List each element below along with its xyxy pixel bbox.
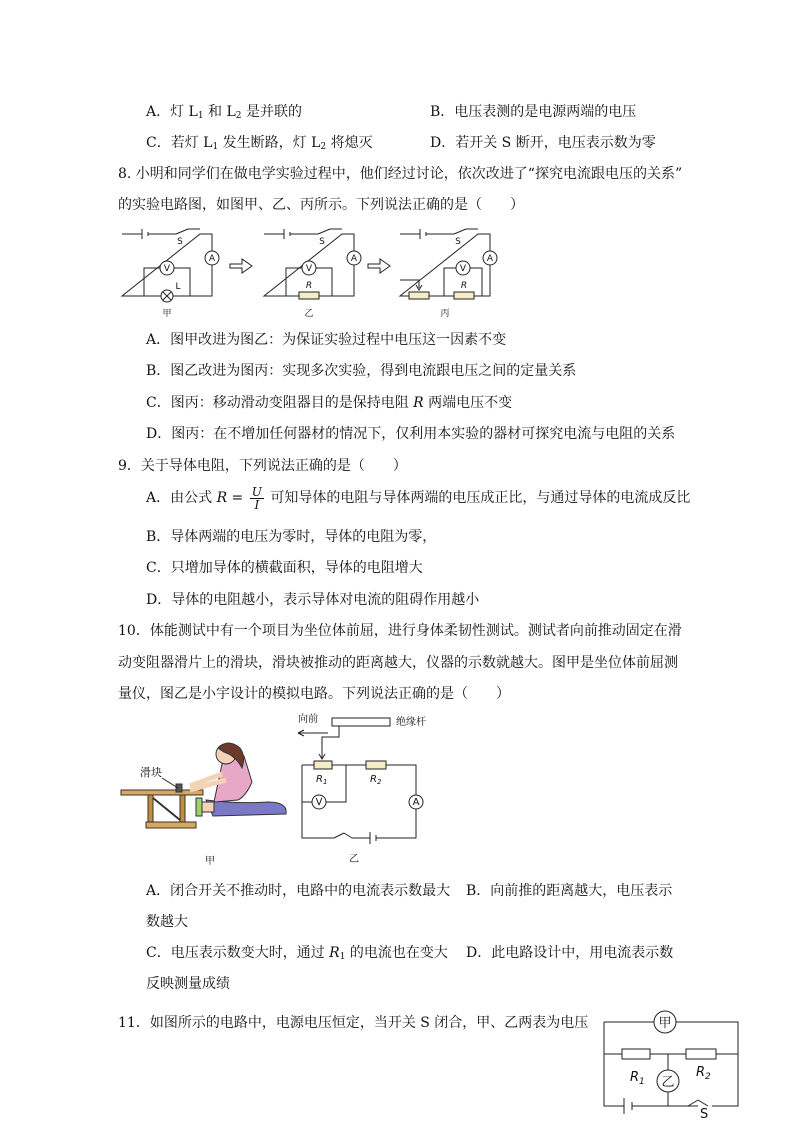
q8-jia-switch-label: S bbox=[177, 237, 183, 247]
q8-caption-bing: 丙 bbox=[440, 309, 450, 319]
q8-option-a: A．图甲改进为图乙：为保证实验过程中电压这一因素不变 bbox=[146, 332, 507, 348]
q7-option-b: B．电压表测的是电源两端的电压 bbox=[430, 104, 637, 120]
q10-voltmeter: V bbox=[315, 797, 323, 808]
q7-option-a: A．灯 $L_1$ 和 $L_2$ 是并联的 bbox=[146, 104, 302, 121]
q8-option-d: D．图丙：在不增加任何器材的情况下，仅利用本实验的器材可探究电流与电阻的关系 bbox=[146, 426, 676, 442]
q11-meter-jia: 甲 bbox=[658, 1016, 672, 1031]
q8-jia-voltmeter: V bbox=[163, 264, 171, 274]
q8-circuit-figure bbox=[118, 222, 508, 322]
q8-option-b: B．图乙改进为图丙：实现多次实验，得到电流跟电压之间的定量关系 bbox=[146, 363, 577, 379]
q8-option-c: C．图丙：移动滑动变阻器目的是保持电阻 R 两端电压不变 bbox=[146, 395, 513, 411]
q10-caption-yi: 乙 bbox=[349, 854, 359, 865]
q10-circuit-figure bbox=[294, 710, 434, 870]
q10-slider-label: 滑块 bbox=[140, 766, 162, 779]
q8-yi-ammeter: A bbox=[350, 254, 358, 264]
q10-forward-label: 向前 bbox=[298, 714, 318, 725]
q8-jia-ammeter: A bbox=[208, 254, 216, 264]
q8-bing-voltmeter: V bbox=[459, 264, 467, 274]
q10-option-c: C．电压表示数变大时，通过 $R_1$ 的电流也在变大 bbox=[146, 945, 448, 962]
q8-stem-line1: 8. 小明和同学们在做电学实验过程中，他们经过讨论，依次改进了“探究电流跟电压的关系” bbox=[118, 166, 683, 182]
q8-jia-lamp-label: L bbox=[175, 282, 181, 292]
q8-yi-resistor-label: R bbox=[305, 281, 313, 291]
q10-stem-line2: 动变阻器滑片上的滑块，滑块被推动的距离越大，仪器的示数就越大。图甲是坐位体前屈测 bbox=[118, 655, 678, 671]
q10-stem-line3: 量仪，图乙是小宇设计的模拟电路。下列说法正确的是（ ） bbox=[118, 686, 510, 702]
q10-ammeter: A bbox=[412, 797, 420, 808]
q7-option-c: C．若灯 $L_1$ 发生断路，灯 $L_2$ 将熄灭 bbox=[146, 135, 373, 152]
q9-option-c: C．只增加导体的横截面积，导体的电阻增大 bbox=[146, 560, 423, 576]
q8-bing-switch-label: S bbox=[455, 237, 461, 247]
q8-yi-voltmeter: V bbox=[305, 264, 313, 274]
q10-r1-label: $R_1$ bbox=[316, 774, 328, 786]
q10-stem-line1: 10．体能测试中有一个项目为坐位体前屈，进行身体柔韧性测试。测试者向前推动固定在滑 bbox=[118, 623, 682, 639]
q11-r1-label: $R_1$ bbox=[630, 1070, 645, 1087]
q10-sit-reach-illustration bbox=[118, 738, 298, 868]
q11-switch-label: S bbox=[700, 1107, 709, 1118]
q9-formula-fraction: $\frac{U}{I}$ bbox=[251, 484, 262, 512]
q8-caption-jia: 甲 bbox=[162, 309, 172, 319]
q10-option-a: A．闭合开关不推动时，电路中的电流表示数最大 bbox=[146, 883, 451, 899]
q11-circuit-figure bbox=[600, 1008, 745, 1118]
q9-option-d: D．导体的电阻越小，表示导体对电流的阻碍作用越小 bbox=[146, 592, 480, 608]
q10-rod-label: 绝缘杆 bbox=[396, 717, 426, 728]
q9-option-b: B．导体两端的电压为零时，导体的电阻为零， bbox=[146, 529, 437, 545]
q8-bing-ammeter: A bbox=[486, 254, 494, 264]
q8-bing-resistor-label: R bbox=[460, 281, 468, 291]
q10-option-d-line2: 反映测量成绩 bbox=[146, 976, 230, 992]
q9-stem: 9．关于导体电阻，下列说法正确的是（ ） bbox=[118, 458, 407, 474]
q11-meter-yi: 乙 bbox=[661, 1075, 675, 1090]
q10-option-b-line1: B．向前推的距离越大，电压表示 bbox=[466, 883, 673, 899]
q8-caption-yi: 乙 bbox=[304, 309, 314, 319]
q11-stem: 11．如图所示的电路中，电源电压恒定，当开关 S 闭合，甲、乙两表为电压 bbox=[118, 1015, 589, 1031]
q9-option-a: A．由公式 R = $\frac{U}{I}$ 可知导体的电阻与导体两端的电压成正比，与通过导体的电流成反比 bbox=[146, 484, 691, 512]
q7-option-d: D．若开关 S 断开，电压表示数为零 bbox=[430, 135, 656, 151]
q10-option-b-line2: 数越大 bbox=[146, 914, 188, 930]
q8-yi-switch-label: S bbox=[319, 237, 325, 247]
q10-caption-jia: 甲 bbox=[205, 856, 215, 867]
q11-r2-label: $R_2$ bbox=[696, 1065, 711, 1082]
q10-option-d-line1: D．此电路设计中，用电流表示数 bbox=[466, 945, 674, 961]
q10-r2-label: $R_2$ bbox=[370, 774, 382, 786]
q8-stem-line2: 的实验电路图，如图甲、乙、丙所示。下列说法正确的是（ ） bbox=[118, 197, 524, 213]
